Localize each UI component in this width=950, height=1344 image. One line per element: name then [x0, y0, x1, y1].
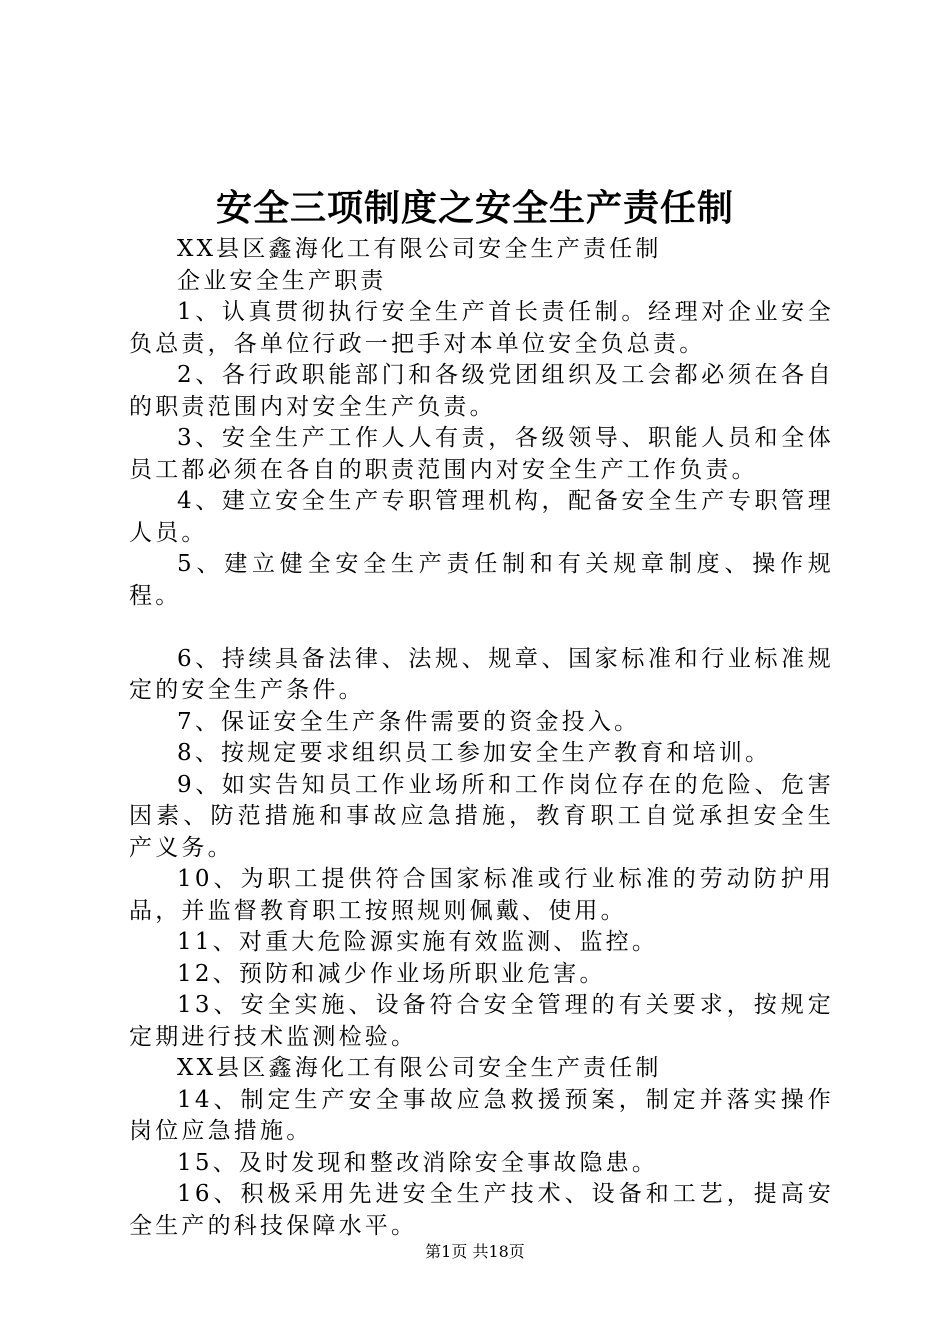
paragraph-item-8: 8、按规定要求组织员工参加安全生产教育和培训。 [177, 740, 772, 766]
document-title: 安全三项制度之安全生产责任制 [215, 188, 734, 229]
paragraph-item-5: 5、建立健全安全生产责任制和有关规章制度、操作规程。 [129, 551, 834, 609]
paragraph-item-13: 13、安全实施、设备符合安全管理的有关要求，按规定定期进行技术监测检验。 [129, 992, 834, 1050]
section-heading: 企业安全生产职责 [177, 267, 387, 294]
paragraph-item-6: 6、持续具备法律、法规、规章、国家标准和行业标准规定的安全生产条件。 [129, 645, 834, 703]
paragraph-item-9: 9、如实告知员工作业场所和工作岗位存在的危险、危害因素、防范措施和事故应急措施，教育职工自觉承担安全生产义务。 [129, 771, 834, 861]
paragraph-spacer [129, 612, 834, 644]
paragraph-item-14: 14、制定生产安全事故应急救援预案，制定并落实操作岗位应急措施。 [129, 1086, 834, 1144]
company-heading-repeat: XX县区鑫海化工有限公司安全生产责任制 [177, 1055, 662, 1081]
paragraph-item-12: 12、预防和减少作业场所职业危害。 [177, 960, 606, 987]
paragraph-item-10: 10、为职工提供符合国家标准或行业标准的劳动防护用品，并监督教育职工按照规则佩戴、使用。 [129, 866, 834, 924]
paragraph-item-16: 16、积极采用先进安全生产技术、设备和工艺，提高安全生产的科技保障水平。 [129, 1181, 834, 1239]
paragraph-item-7: 7、保证安全生产条件需要的资金投入。 [177, 708, 641, 735]
paragraph-item-3: 3、安全生产工作人人有责，各级领导、职能人员和全体员工都必须在各自的职责范围内对安全生产工作负责。 [129, 425, 834, 483]
paragraph-item-11: 11、对重大危险源实施有效监测、监控。 [177, 929, 659, 955]
paragraph-item-15: 15、及时发现和整改消除安全事故隐患。 [177, 1149, 659, 1176]
document-body [129, 234, 834, 1242]
paragraph-item-2: 2、各行政职能部门和各级党团组织及工会都必须在各自的职责范围内对安全生产负责。 [129, 362, 834, 420]
company-heading: XX县区鑫海化工有限公司安全生产责任制 [177, 236, 662, 262]
paragraph-item-4: 4、建立安全生产专职管理机构，配备安全生产专职管理人员。 [129, 488, 834, 546]
page-footer: 第1页 共18页 [425, 1242, 525, 1261]
paragraph-item-1: 1、认真贯彻执行安全生产首长责任制。经理对企业安全负总责，各单位行政一把手对本单位安全负总责。 [129, 299, 834, 357]
